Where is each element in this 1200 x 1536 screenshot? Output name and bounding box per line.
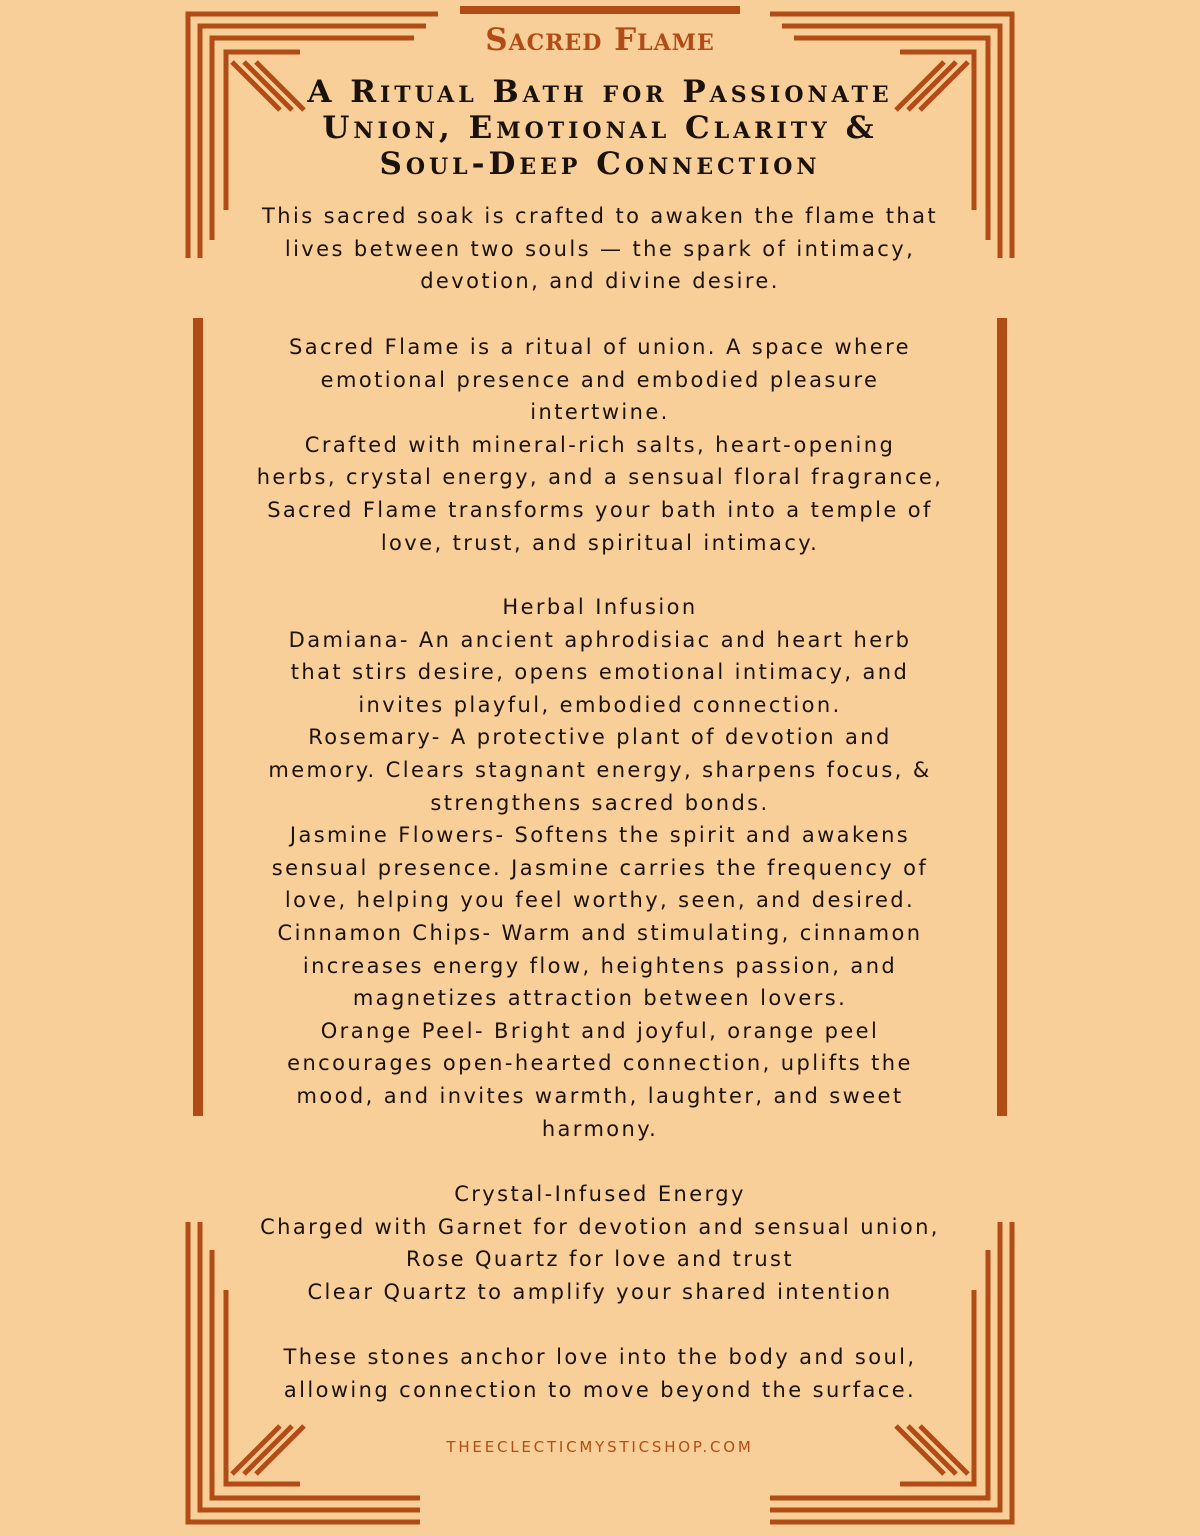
text-line: Clear Quartz to amplify your shared intention [307,1279,893,1304]
brand-name: Sacred Flame [485,22,715,58]
text-line: love, trust, and spiritual intimacy. [380,530,820,555]
crystal-energy-heading: Crystal-Infused Energy [454,1182,746,1206]
text-line: Sacred Flame transforms your bath into a temple of [267,497,933,522]
closing-paragraph [210,1341,990,1406]
text-line: Sacred Flame is a ritual of union. A space where [289,335,911,359]
text-line: increases energy flow, heightens passion, and [302,953,898,978]
text-line: that stirs desire, opens emotional intimacy, and [290,660,910,685]
text-line: Jasmine Flowers- Softens the spirit and awakens [289,823,911,848]
text-line: love, helping you feel worthy, seen, and desired. [284,888,916,913]
text-line: sensual presence. Jasmine carries the frequency of [271,855,929,880]
text-line: allowing connection to move beyond the surface. [283,1377,917,1402]
crystal-energy-section [210,1178,990,1308]
text-line: invites playful, embodied connection. [358,692,842,717]
text-line: intertwine. [530,400,670,425]
text-line: emotional presence and embodied pleasure [320,367,880,392]
title-line: A Ritual Bath for Passionate [307,74,893,110]
text-line: Charged with Garnet for devotion and sensual union, [260,1214,940,1239]
text-line: This sacred soak is crafted to awaken the flame that [262,204,938,228]
text-line: Damiana- An ancient aphrodisiac and heart herb [288,627,912,652]
text-line: lives between two souls — the spark of intimacy, [284,236,916,261]
title-line: Soul-Deep Connection [379,146,821,182]
text-line: Rosemary- A protective plant of devotion and [308,725,892,750]
text-line: strengthens sacred bonds. [430,790,770,815]
text-line: harmony. [541,1116,659,1141]
website-url: THEECLECTICMYSTICSHOP.COM [446,1438,754,1456]
text-line: memory. Clears stagnant energy, sharpens focus, & [268,757,932,782]
text-line: Crafted with mineral-rich salts, heart-opening [304,432,896,457]
intro-paragraph [210,200,990,298]
text-line: These stones anchor love into the body and soul, [283,1345,917,1369]
text-line: magnetizes attraction between lovers. [352,986,848,1011]
herbal-infusion-section [210,591,990,1145]
page-title [0,74,1200,182]
text-line: mood, and invites warmth, laughter, and sweet [296,1083,904,1108]
title-line: Union, Emotional Clarity & [322,110,878,146]
text-line: Cinnamon Chips- Warm and stimulating, cinnamon [277,920,923,945]
text-line: devotion, and divine desire. [420,269,780,294]
text-line: Rose Quartz for love and trust [405,1247,795,1272]
text-line: herbs, crystal energy, and a sensual floral fragrance, [256,465,944,490]
text-line: Orange Peel- Bright and joyful, orange peel [320,1018,880,1043]
description-paragraph [210,331,990,559]
herbal-infusion-heading: Herbal Infusion [502,595,698,619]
text-line: encourages open-hearted connection, uplifts the [287,1051,913,1076]
